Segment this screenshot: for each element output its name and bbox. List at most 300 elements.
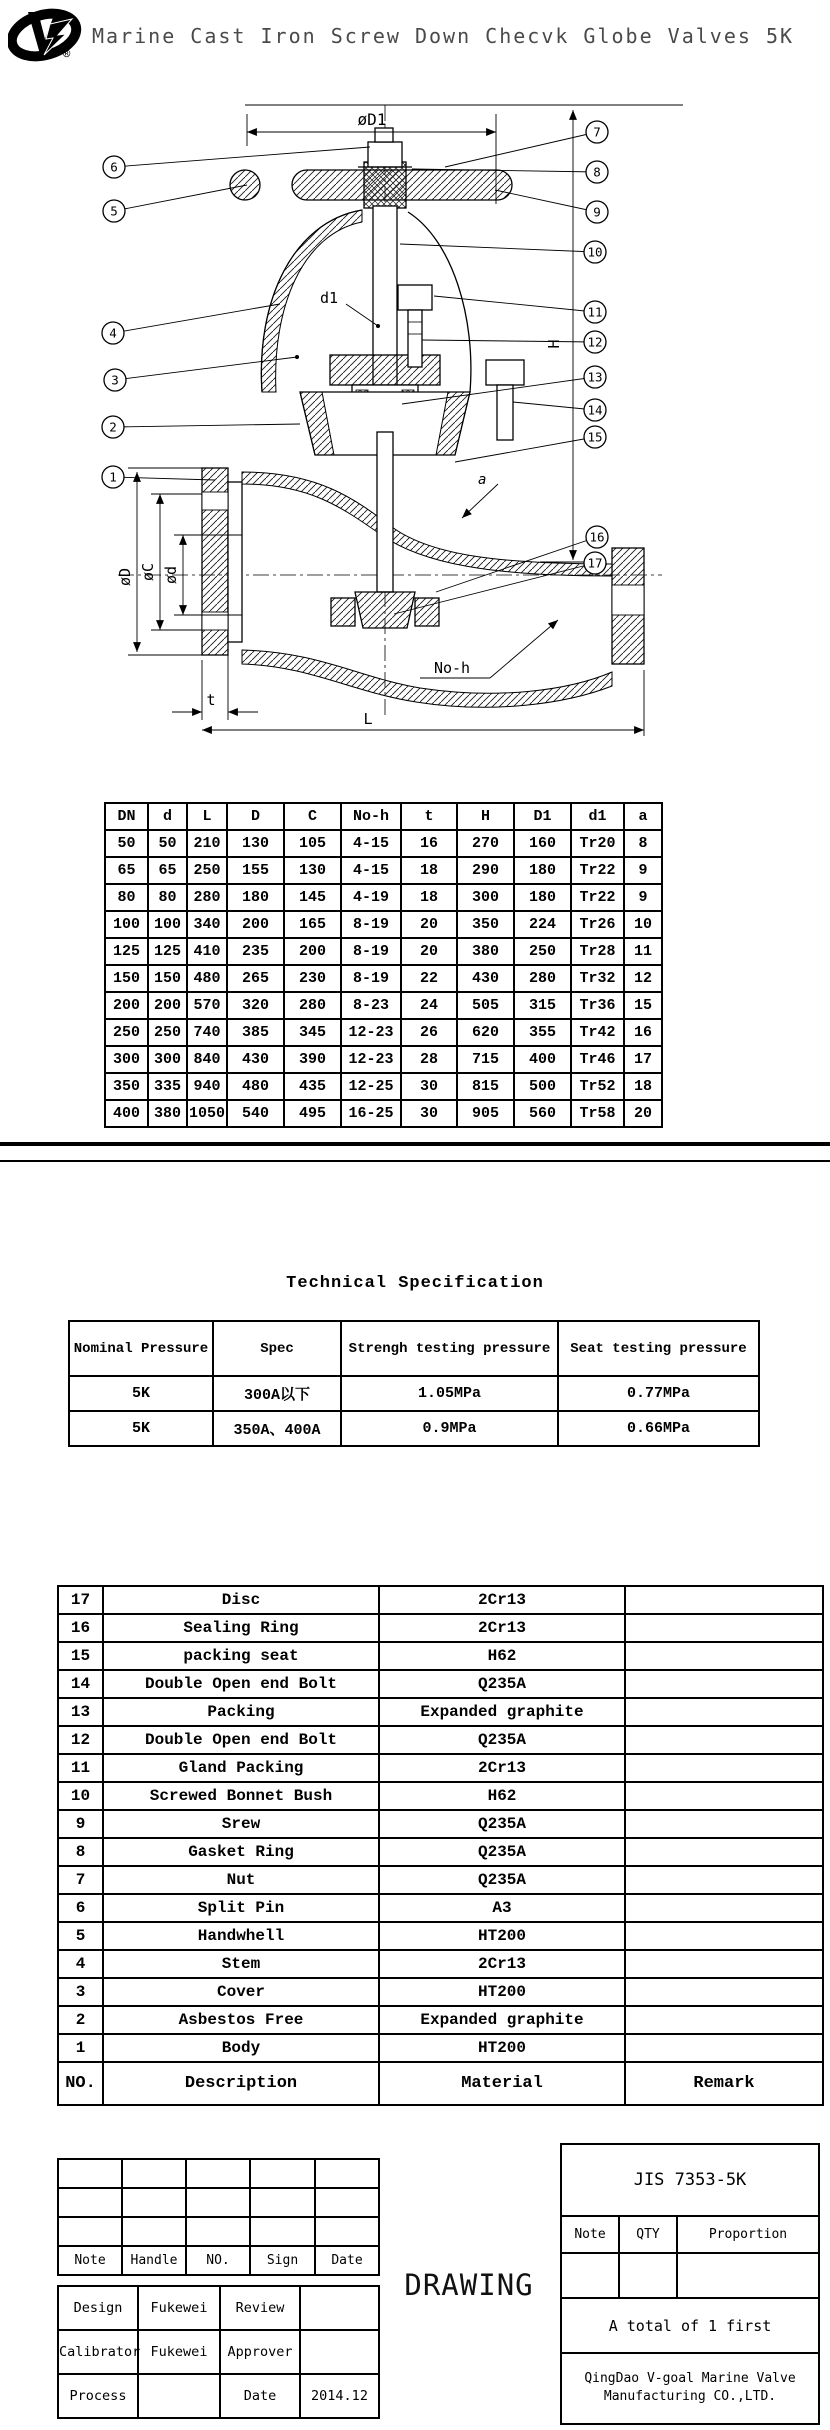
- table-cell: 22: [401, 965, 457, 992]
- table-cell: H62: [379, 1782, 625, 1810]
- table-cell: 180: [514, 884, 571, 911]
- callout-number: 10: [587, 244, 603, 260]
- table-cell: 145: [284, 884, 341, 911]
- table-cell: 200: [105, 992, 148, 1019]
- callout-number: 3: [111, 372, 119, 388]
- table-cell: 2014.12: [300, 2374, 379, 2418]
- table-cell: 150: [105, 965, 148, 992]
- table-cell: 235: [227, 938, 284, 965]
- table-cell: 20: [624, 1100, 662, 1127]
- table-cell: 280: [514, 965, 571, 992]
- table-cell: 9: [624, 857, 662, 884]
- dim-table-row: [105, 911, 662, 938]
- table-cell: HT200: [379, 1978, 625, 2006]
- table-cell: 230: [284, 965, 341, 992]
- table-cell: Body: [103, 2034, 379, 2062]
- table-cell: 13: [58, 1698, 103, 1726]
- table-cell: 14: [58, 1670, 103, 1698]
- titleblock-signature-grid: [57, 2285, 380, 2419]
- table-cell: 125: [148, 938, 187, 965]
- revision-empty-row: [58, 2188, 379, 2217]
- qty-label: QTY: [620, 2217, 678, 2252]
- table-cell: 130: [227, 830, 284, 857]
- table-cell: 150: [148, 965, 187, 992]
- table-cell: Nominal Pressure: [69, 1321, 213, 1376]
- table-cell: [625, 2006, 823, 2034]
- dim-table-row: [105, 1100, 662, 1127]
- spec-title: Technical Specification: [286, 1274, 544, 1293]
- spec-table: [68, 1320, 760, 1447]
- table-cell: [122, 2159, 186, 2188]
- table-cell: 8-19: [341, 938, 401, 965]
- callout-number: 14: [587, 402, 603, 418]
- table-cell: 840: [187, 1046, 227, 1073]
- table-cell: 250: [514, 938, 571, 965]
- parts-table-row: [58, 2006, 823, 2034]
- table-cell: [58, 2217, 122, 2246]
- table-cell: 350A、400A: [213, 1411, 341, 1446]
- table-cell: 9: [58, 1810, 103, 1838]
- table-cell: 16: [58, 1614, 103, 1642]
- standard-number: JIS 7353-5K: [562, 2145, 818, 2217]
- table-cell: 4-19: [341, 884, 401, 911]
- dim-label-no-h: No-h: [433, 659, 471, 677]
- table-cell: 315: [514, 992, 571, 1019]
- table-cell: 1.05MPa: [341, 1376, 558, 1411]
- table-cell: Double Open end Bolt: [103, 1726, 379, 1754]
- table-cell: 380: [148, 1100, 187, 1127]
- table-cell: 940: [187, 1073, 227, 1100]
- table-cell: 180: [227, 884, 284, 911]
- page-title: Marine Cast Iron Screw Down Checvk Globe Valves 5K: [92, 24, 795, 48]
- table-cell: H62: [379, 1642, 625, 1670]
- company-line1: QingDao V-goal Marine Valve: [584, 2370, 796, 2386]
- table-cell: [250, 2188, 315, 2217]
- table-cell: 0.66MPa: [558, 1411, 759, 1446]
- table-cell: [625, 1838, 823, 1866]
- table-cell: [315, 2159, 379, 2188]
- table-cell: 80: [148, 884, 187, 911]
- callout-number: 16: [589, 529, 605, 545]
- table-cell: 8: [624, 830, 662, 857]
- table-cell: 8: [58, 1838, 103, 1866]
- company-line2: Manufacturing CO.,LTD.: [603, 2388, 777, 2404]
- table-cell: Asbestos Free: [103, 2006, 379, 2034]
- note-label: Note: [562, 2217, 620, 2252]
- table-cell: 500: [514, 1073, 571, 1100]
- table-cell: [122, 2188, 186, 2217]
- table-cell: 280: [284, 992, 341, 1019]
- table-cell: 155: [227, 857, 284, 884]
- callout-leader: [445, 132, 597, 167]
- table-cell: HT200: [379, 2034, 625, 2062]
- callout-number: 7: [593, 124, 601, 140]
- table-cell: 265: [227, 965, 284, 992]
- divider-thick: [0, 1142, 830, 1146]
- table-cell: 12-25: [341, 1073, 401, 1100]
- table-cell: 620: [457, 1019, 514, 1046]
- parts-table-row: [58, 1838, 823, 1866]
- table-cell: 210: [187, 830, 227, 857]
- table-cell: Q235A: [379, 1838, 625, 1866]
- table-cell: Expanded graphite: [379, 2006, 625, 2034]
- callout-leader: [113, 477, 215, 480]
- table-cell: 250: [105, 1019, 148, 1046]
- dim-label-H: H: [545, 339, 563, 349]
- table-cell: Tr36: [571, 992, 624, 1019]
- table-cell: Double Open end Bolt: [103, 1670, 379, 1698]
- table-cell: 28: [401, 1046, 457, 1073]
- table-cell: Cover: [103, 1978, 379, 2006]
- table-cell: 3: [58, 1978, 103, 2006]
- table-cell: 300: [105, 1046, 148, 1073]
- table-cell: [186, 2159, 250, 2188]
- dim-label-d1: d1: [320, 289, 339, 307]
- table-cell: 2Cr13: [379, 1614, 625, 1642]
- titleblock-revision-grid: [57, 2158, 380, 2276]
- table-cell: [250, 2217, 315, 2246]
- parts-table-row: [58, 1614, 823, 1642]
- parts-table-row: [58, 1978, 823, 2006]
- table-cell: Q235A: [379, 1866, 625, 1894]
- table-cell: 355: [514, 1019, 571, 1046]
- table-cell: Tr20: [571, 830, 624, 857]
- callout-number: 1: [109, 469, 117, 485]
- table-cell: 390: [284, 1046, 341, 1073]
- table-cell: 200: [227, 911, 284, 938]
- parts-table-row: [58, 1866, 823, 1894]
- table-cell: 105: [284, 830, 341, 857]
- callout-leader: [422, 340, 595, 342]
- spec-table-row: [69, 1376, 759, 1411]
- table-cell: Process: [58, 2374, 138, 2418]
- table-cell: [625, 1670, 823, 1698]
- table-cell: Q235A: [379, 1670, 625, 1698]
- callout-leader: [114, 147, 370, 167]
- table-cell: [625, 1586, 823, 1614]
- table-cell: d1: [571, 803, 624, 830]
- table-cell: packing seat: [103, 1642, 379, 1670]
- dim-label-dD1: øD1: [357, 110, 387, 129]
- signature-row: [58, 2330, 379, 2374]
- table-cell: No-h: [341, 803, 401, 830]
- table-cell: 12: [58, 1726, 103, 1754]
- parts-table: [57, 1585, 824, 2106]
- proportion-label: Proportion: [708, 2227, 788, 2242]
- signature-row: [58, 2286, 379, 2330]
- table-cell: 100: [148, 911, 187, 938]
- table-cell: Design: [58, 2286, 138, 2330]
- table-cell: Expanded graphite: [379, 1698, 625, 1726]
- table-cell: 740: [187, 1019, 227, 1046]
- table-cell: [625, 1698, 823, 1726]
- qty-empty-row: [562, 2254, 818, 2299]
- callout-leader: [434, 296, 595, 312]
- parts-table-row: [58, 1642, 823, 1670]
- table-cell: [625, 1810, 823, 1838]
- table-cell: 495: [284, 1100, 341, 1127]
- table-cell: Q235A: [379, 1726, 625, 1754]
- table-cell: Note: [58, 2246, 122, 2275]
- table-cell: 10: [624, 911, 662, 938]
- table-cell: Seat testing pressure: [558, 1321, 759, 1376]
- table-cell: 15: [58, 1642, 103, 1670]
- table-cell: Split Pin: [103, 1894, 379, 1922]
- table-cell: 6: [58, 1894, 103, 1922]
- callout-number: 6: [110, 159, 118, 175]
- bonnet-gland: [300, 285, 524, 455]
- table-cell: [625, 1754, 823, 1782]
- table-cell: [625, 1782, 823, 1810]
- table-cell: Tr46: [571, 1046, 624, 1073]
- table-cell: NO.: [58, 2062, 103, 2105]
- table-cell: 125: [105, 938, 148, 965]
- table-cell: [186, 2217, 250, 2246]
- callout-number: 17: [587, 555, 603, 571]
- table-cell: 17: [624, 1046, 662, 1073]
- table-cell: 20: [401, 938, 457, 965]
- table-cell: 335: [148, 1073, 187, 1100]
- table-cell: 480: [227, 1073, 284, 1100]
- valve-section-drawing: [0, 72, 720, 752]
- table-cell: 560: [514, 1100, 571, 1127]
- divider-thin: [0, 1160, 830, 1162]
- table-cell: 410: [187, 938, 227, 965]
- table-cell: 2: [58, 2006, 103, 2034]
- table-cell: [300, 2330, 379, 2374]
- callout-number: 9: [593, 204, 601, 220]
- table-cell: Date: [220, 2374, 300, 2418]
- callout-number: 2: [109, 419, 117, 435]
- drawing-label: DRAWING: [404, 2268, 534, 2302]
- table-cell: 815: [457, 1073, 514, 1100]
- table-cell: 50: [148, 830, 187, 857]
- table-cell: 570: [187, 992, 227, 1019]
- table-cell: 26: [401, 1019, 457, 1046]
- dim-table-row: [105, 1019, 662, 1046]
- table-cell: Approver: [220, 2330, 300, 2374]
- table-cell: d: [148, 803, 187, 830]
- table-cell: Q235A: [379, 1810, 625, 1838]
- table-cell: Tr42: [571, 1019, 624, 1046]
- table-cell: t: [401, 803, 457, 830]
- table-cell: Tr26: [571, 911, 624, 938]
- table-cell: [186, 2188, 250, 2217]
- callout-number: 8: [593, 164, 601, 180]
- table-cell: Tr22: [571, 857, 624, 884]
- table-cell: 0.9MPa: [341, 1411, 558, 1446]
- table-cell: 180: [514, 857, 571, 884]
- table-cell: 4-15: [341, 830, 401, 857]
- table-cell: 12-23: [341, 1046, 401, 1073]
- dim-label-L: L: [363, 710, 373, 728]
- table-cell: 2Cr13: [379, 1586, 625, 1614]
- table-cell: Stem: [103, 1950, 379, 1978]
- revision-header-row: [58, 2246, 379, 2275]
- table-cell: Tr52: [571, 1073, 624, 1100]
- table-cell: 16: [624, 1019, 662, 1046]
- table-cell: [58, 2159, 122, 2188]
- table-cell: 1: [58, 2034, 103, 2062]
- table-cell: [625, 1894, 823, 1922]
- parts-table-row: [58, 1950, 823, 1978]
- dim-table-row: [105, 884, 662, 911]
- parts-table-row: [58, 2034, 823, 2062]
- table-cell: [625, 1978, 823, 2006]
- table-cell: 200: [148, 992, 187, 1019]
- table-cell: 18: [624, 1073, 662, 1100]
- table-cell: 10: [58, 1782, 103, 1810]
- valve-body: [202, 429, 644, 707]
- table-cell: Material: [379, 2062, 625, 2105]
- table-cell: 165: [284, 911, 341, 938]
- table-cell: 4-15: [341, 857, 401, 884]
- callout-leader: [455, 437, 595, 462]
- table-cell: 130: [284, 857, 341, 884]
- spec-table-row: [69, 1411, 759, 1446]
- callout-number: 13: [587, 369, 603, 385]
- parts-table-row: [58, 1670, 823, 1698]
- table-cell: 385: [227, 1019, 284, 1046]
- table-cell: 340: [187, 911, 227, 938]
- brand-logo: [8, 2, 86, 66]
- callout-leader: [113, 304, 280, 333]
- table-cell: 345: [284, 1019, 341, 1046]
- table-cell: Sealing Ring: [103, 1614, 379, 1642]
- parts-table-row: [58, 1782, 823, 1810]
- dim-label-dD: øD: [116, 567, 134, 587]
- dim-label-a: a: [478, 472, 487, 488]
- parts-table-footer: [58, 2062, 823, 2105]
- table-cell: [138, 2374, 220, 2418]
- table-cell: 5: [58, 1922, 103, 1950]
- table-cell: 300A以下: [213, 1376, 341, 1411]
- table-cell: 65: [105, 857, 148, 884]
- dim-label-dd: ød: [162, 565, 180, 585]
- table-cell: 65: [148, 857, 187, 884]
- table-cell: 250: [148, 1019, 187, 1046]
- table-cell: L: [187, 803, 227, 830]
- callout-leader: [513, 402, 595, 410]
- parts-table-row: [58, 1922, 823, 1950]
- table-cell: 24: [401, 992, 457, 1019]
- table-cell: 1050: [187, 1100, 227, 1127]
- table-cell: [122, 2217, 186, 2246]
- callout-leader: [495, 190, 597, 212]
- table-cell: 435: [284, 1073, 341, 1100]
- table-cell: 11: [624, 938, 662, 965]
- callout-leader: [113, 424, 300, 427]
- table-cell: [625, 1726, 823, 1754]
- table-cell: Tr28: [571, 938, 624, 965]
- table-cell: Strengh testing pressure: [341, 1321, 558, 1376]
- table-cell: 715: [457, 1046, 514, 1073]
- table-cell: Fukewei: [138, 2286, 220, 2330]
- table-cell: Screwed Bonnet Bush: [103, 1782, 379, 1810]
- callout-number: 4: [109, 325, 117, 341]
- callout-number: 15: [587, 429, 603, 445]
- parts-table-row: [58, 1586, 823, 1614]
- revision-empty-row: [58, 2159, 379, 2188]
- table-cell: [625, 2034, 823, 2062]
- titleblock-right: [560, 2143, 820, 2425]
- qty-header-row: [562, 2217, 818, 2254]
- table-cell: [625, 1950, 823, 1978]
- table-cell: 200: [284, 938, 341, 965]
- table-cell: Date: [315, 2246, 379, 2275]
- table-cell: 250: [187, 857, 227, 884]
- callout-leader: [400, 244, 595, 252]
- table-cell: 20: [401, 911, 457, 938]
- table-cell: C: [284, 803, 341, 830]
- table-cell: [625, 1922, 823, 1950]
- table-cell: 5K: [69, 1411, 213, 1446]
- table-cell: D1: [514, 803, 571, 830]
- table-cell: 400: [514, 1046, 571, 1073]
- table-cell: Remark: [625, 2062, 823, 2105]
- table-cell: [58, 2188, 122, 2217]
- dim-table-row: [105, 1046, 662, 1073]
- parts-table-row: [58, 1754, 823, 1782]
- table-cell: 5K: [69, 1376, 213, 1411]
- parts-table-row: [58, 1726, 823, 1754]
- dimension-table: [104, 802, 663, 1128]
- table-cell: Fukewei: [138, 2330, 220, 2374]
- table-cell: 8-19: [341, 965, 401, 992]
- table-cell: HT200: [379, 1922, 625, 1950]
- table-cell: D: [227, 803, 284, 830]
- table-cell: Review: [220, 2286, 300, 2330]
- table-cell: 280: [187, 884, 227, 911]
- table-cell: Nut: [103, 1866, 379, 1894]
- table-cell: 50: [105, 830, 148, 857]
- callout-leader: [114, 185, 247, 211]
- table-cell: 8-23: [341, 992, 401, 1019]
- dim-table-row: [105, 857, 662, 884]
- table-cell: 12-23: [341, 1019, 401, 1046]
- table-cell: Calibrator: [58, 2330, 138, 2374]
- table-cell: 0.77MPa: [558, 1376, 759, 1411]
- table-cell: [300, 2286, 379, 2330]
- table-cell: 300: [457, 884, 514, 911]
- table-cell: 300: [148, 1046, 187, 1073]
- table-cell: Packing: [103, 1698, 379, 1726]
- table-cell: 320: [227, 992, 284, 1019]
- dim-table-row: [105, 992, 662, 1019]
- table-cell: 80: [105, 884, 148, 911]
- table-cell: 350: [105, 1073, 148, 1100]
- table-cell: 430: [457, 965, 514, 992]
- table-cell: 2Cr13: [379, 1950, 625, 1978]
- table-cell: Handle: [122, 2246, 186, 2275]
- table-cell: Gland Packing: [103, 1754, 379, 1782]
- table-cell: NO.: [186, 2246, 250, 2275]
- parts-table-row: [58, 1810, 823, 1838]
- table-cell: [625, 1866, 823, 1894]
- table-cell: [625, 1614, 823, 1642]
- signature-row: [58, 2374, 379, 2418]
- callout-number: 5: [110, 203, 118, 219]
- table-cell: A3: [379, 1894, 625, 1922]
- dim-label-dC: øC: [139, 562, 157, 582]
- parts-table-row: [58, 1698, 823, 1726]
- table-cell: 30: [401, 1100, 457, 1127]
- table-cell: Srew: [103, 1810, 379, 1838]
- table-cell: 505: [457, 992, 514, 1019]
- table-cell: 30: [401, 1073, 457, 1100]
- table-cell: 540: [227, 1100, 284, 1127]
- table-cell: 430: [227, 1046, 284, 1073]
